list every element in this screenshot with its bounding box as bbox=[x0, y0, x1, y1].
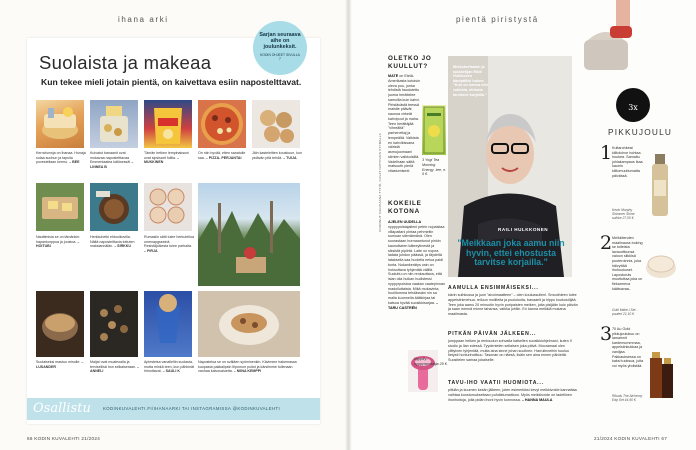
photo-pizza bbox=[198, 100, 246, 148]
apple-chips-image bbox=[144, 183, 192, 231]
badge-title: Sarjan seuraava aihe on joulunkeksit. bbox=[259, 32, 301, 51]
heading-iho: TAVU-IHO VAATII HUOMIOTA... bbox=[448, 380, 544, 386]
photo-cookies bbox=[252, 100, 300, 148]
photo-product-2 bbox=[644, 244, 678, 284]
photo-forest-picnic bbox=[198, 183, 300, 286]
nut-glass-image bbox=[144, 291, 192, 357]
pull-quote: "Meikkaan joka aamu niin hyvin, ettei ehostusta tarvitse korjailla." bbox=[457, 238, 565, 268]
pikkujoulu-heading: PIKKUJOULU bbox=[608, 127, 673, 137]
portrait-name: RAILI HULKKONEN bbox=[498, 227, 549, 232]
photo-crispbread-cheese bbox=[36, 183, 84, 231]
product-3-price: Rituals The Alchemy Edp Set 44,90 €. bbox=[612, 394, 643, 403]
photo-dried-bananas bbox=[90, 100, 138, 148]
page-gutter bbox=[345, 0, 352, 450]
photo-product-1 bbox=[645, 150, 675, 220]
honey-cake-image bbox=[36, 100, 84, 148]
forest-picnic-image bbox=[198, 183, 300, 286]
page-subtitle: Kun tekee mieli jotain pientä, on kaivettava esiin napostelttavat. bbox=[41, 77, 302, 87]
perfume-bottles-image bbox=[646, 344, 676, 408]
product-number-3: 3 bbox=[600, 323, 613, 345]
participate-link[interactable]: KODINKUVALEHTI.FI/IHANAARKI TAI INSTAGRAMISSA @KODINKUVALEHTI bbox=[103, 406, 281, 411]
participate-bar[interactable] bbox=[27, 398, 320, 420]
participate-heading: Osallistu bbox=[33, 401, 91, 416]
caption-4: On niin hyvää, etten sanatuile saa. – PIZZA- PERJANTAI bbox=[198, 151, 246, 160]
photo-nut-mix bbox=[90, 291, 138, 357]
nyppy-text: AJELEN UUDELLA nyppypoistajalleni petrin nopaistaa villapaitani pintaa pehmeitin sumuan silentämänä. Olen suorastaan hurmaantunut pinkin kaunottaren käteeytinestä ja siksistä pipiirtä. Laite on nopea ladata johdon päässä, ja täydeltä lataksella saa huolella nelua paidi tunta. Nukankerätys vain on hoksottava tyhjentää välillä. Suoluttu on niin renkauttava, että isian olla huikan hudistessi nyppyrpoistoa vaakan vaatepinnan madolluttaista. Mikä mukavinta, huolitomma tehdässäni nin sa malla kuunnella ääikkirjaa tai katsoa hyvää suosikkisarjaa. – TARU CASTRÉN bbox=[388, 220, 445, 310]
tea-box-image bbox=[422, 105, 446, 155]
paivan-text: jumppaan helken ja rentoudun sohvalla katsellen suosikkiohjelmani, kuten X studio ja Ilan edessä. Tyydentelen sellaisen joka päivä. Mooramaal olen ylittyinen tyhjentää, mutta aina sinne johan suolinen. Harrulinneihin kuuluu tietysti honlunhoitkuu. Tasonan on riäesä, ilsäin sen aina ennen päivieltä. Suositelen samaa jokaiselle. bbox=[448, 339, 573, 362]
badge-note: KODIN OHJEET SIVULLA 7 bbox=[260, 52, 300, 61]
photo-credit: KOONNUT SARIHAANA TYTIÖ, KUVAT NIITTIVAIN STYMALLA bbox=[378, 133, 382, 232]
photo-picnic-plate bbox=[198, 291, 300, 357]
photo-snack-bowl bbox=[36, 291, 84, 357]
chocolate-dip-image bbox=[90, 183, 138, 231]
caption-3: Tämän hetken lempinaksuni ovat sipsisarit fulilla. – MUKKINEN bbox=[144, 151, 189, 165]
photo-nut-glass bbox=[144, 291, 192, 357]
photo-honey-cake bbox=[36, 100, 84, 148]
iho-text: pitkiän ja kuumen kesän jälkeen, joten esimerkiksi kevyt meikkivoide kannattaa vaihtaa koostumukseltaan puhdistumattoon. Myös meikkivoide on tadellinen ihonhoitoja, jolla pidän ihoni hyvin kunnossa. – HANNA MAULA bbox=[448, 388, 577, 402]
aamulla-text: kävin suihkussa ja juon "aivoimaatteen" – olen kouluasulleni. Smoothieen tulee appelsiinimehua, reiluun muiilleita ja puolukoita, banaanit ja hippu kookosöljää. Teen joka aamu 20 minuutin hyvin poripaisten meiken, joita pisijään kolo päivän ja saan mennä minne tahansa, vaikka juhliin. En kanna meikkiä mukana maailmasta. bbox=[448, 293, 578, 316]
caption-11: Aplesteisa vanalleltin suolasta, mutta minkä teen, kun pähkinät himottavat. – SAULI K bbox=[144, 360, 194, 374]
heading-oletko: OLETKO JO KUULLUT? bbox=[388, 55, 432, 70]
cookies-image bbox=[252, 100, 300, 148]
pizza-image bbox=[198, 100, 246, 148]
heading-paivan: PITKÄN PÄIVÄN JÄLKEEN... bbox=[448, 331, 537, 337]
caption-1: Kerrahunnja on ihanaa. Hunaja sulaa suuhun ja tapuila puvestellaan kermo. – BEE bbox=[36, 151, 86, 165]
product-2-text: Meikkitenden maalinauss boking se toiteista lavauvitkunsa valoon silkkisä puuteroinnia, joka häivyttää ihohuokoset. Laposturuts muuttuttaa joka on fiekarmeva käätsavaa-. bbox=[612, 236, 643, 291]
series-badge bbox=[253, 21, 307, 75]
caption-2: Kuivatut banaanit ovat mukavaa napostelttavaa Emmentaalea kätösessä! – LINNEA B bbox=[90, 151, 134, 170]
product-3-text: 70 Au Gold pikkujoulukuu on lamainnit kardemummmaa, appelsiinkukkaa ja vaniljaa. Pakkauksessa on kaksi tuoksua, joita voi myös yhdistää. bbox=[612, 327, 644, 368]
right-folio: 21/2024 KODIN KUVALEHTI 67 bbox=[594, 436, 668, 441]
three-x-badge: 3x bbox=[616, 88, 650, 122]
caption-7: Herkkuhetki ehtoolkovilla. Näitä napostelttavia tottuten maksiannälän. – SIRKKU bbox=[90, 235, 135, 249]
photo-chips-bag bbox=[144, 100, 192, 148]
product-1-price: Kevin Murphy Shimmer Shine suihke 27,00 €. bbox=[612, 208, 635, 221]
lint-product: Nyppify-nyppynpoistaja 29 €. bbox=[414, 357, 448, 366]
feature-panel bbox=[27, 38, 320, 424]
page-title: Suolaista ja makeaa bbox=[39, 52, 212, 73]
caption-10: Maljat ovat mualeoalla ja tervisellisä hon selkaiseraan. – ANNELI bbox=[90, 360, 139, 374]
heading-kokeile: KOKEILE KOTONA bbox=[388, 200, 422, 215]
nut-mix-image bbox=[90, 291, 138, 357]
caption-6: Nauttimisia se on tämänkin: hapankorppua ja juustoa. – HOITUBI bbox=[36, 235, 81, 249]
photo-sparkle-hand bbox=[580, 0, 640, 78]
chips-bag-image bbox=[144, 100, 192, 148]
caption-9: Suolaiseksi mastuu minulle. – LUSANDER bbox=[36, 360, 84, 369]
snack-bowl-image bbox=[36, 291, 84, 357]
product-2-price: Guiti Make-i Set -puuteri 21,10 €. bbox=[612, 308, 638, 317]
product-number-1: 1 bbox=[600, 142, 613, 164]
tea-product: 3 Yogi Tea Morning Energy -tee, n. 5 €. bbox=[422, 158, 447, 177]
right-page bbox=[348, 0, 696, 450]
caption-12: Napostelua se on sväläen syöminenkin. Kävimme hakemassa kuopasta pakkalipsin tilpomon puitot ja kärsiimme tullenaan vanhaa kaivosaluetta. – NIINA KEMPPI bbox=[198, 360, 297, 374]
spray-bottle-image bbox=[645, 150, 675, 220]
sparkle-hand-image bbox=[580, 0, 640, 78]
product-1-text: Kultarohkeat kiiltoluhve hohtaa houkea. Samaltu juhlakampaus ikaa kaunin kiiltomuuttumatta päivässä. bbox=[612, 146, 643, 178]
crispbread-image bbox=[36, 183, 84, 231]
caption-8: Rumasiin sätti tulee herkutellua omenapgsseinä. Resistäjoikesta tulee parhaita. – PIRJA bbox=[144, 235, 194, 254]
dried-bananas-image bbox=[90, 100, 138, 148]
left-folio: 66 KODIN KUVALEHTI 21/2024 bbox=[27, 436, 101, 441]
photo-apple-chips bbox=[144, 183, 192, 231]
picnic-plate-image bbox=[198, 291, 300, 357]
portrait-intro: Melkokertaalan ja opiskelijan Raili Hulkkosen äänipälkki hakee: "Kun on hanna niin valkista, ehtoota tarvitsee korjailla." bbox=[453, 65, 488, 97]
photo-chocolate-dip bbox=[90, 183, 138, 231]
mate-text: MATÉ on Etelä-Amerikasta kotoisin oleva puu, jonka lehdistä haudutettu juoma herättelee samoilla kuin kahvi. Piristävästä teessä maistie pitävät saunoa virkeät kahvipuut ja maha. Teen herättäjää "vihreältä" parhenettaj ja lempeältä. Valkista en kahvikissana väiristä asmujuomaani silmien valkkuisiltä. Vadelhaan sättä matsuuth pieriä vitastumiseel. bbox=[388, 74, 420, 173]
powder-compact-image bbox=[644, 244, 678, 284]
heading-aamulla: AAMULLA ENSIMMÄISEKSI... bbox=[448, 285, 539, 291]
section-kicker-right: pientä piristystä bbox=[456, 15, 539, 24]
product-number-2: 2 bbox=[600, 232, 613, 254]
photo-product-3 bbox=[646, 344, 676, 408]
caption-5: Jäin kasteleitten kouskuun, kun ystävän pitä tehdä. – TUIJA bbox=[252, 151, 302, 160]
section-kicker: ihana arki bbox=[118, 15, 169, 24]
photo-tea-box bbox=[422, 105, 446, 155]
